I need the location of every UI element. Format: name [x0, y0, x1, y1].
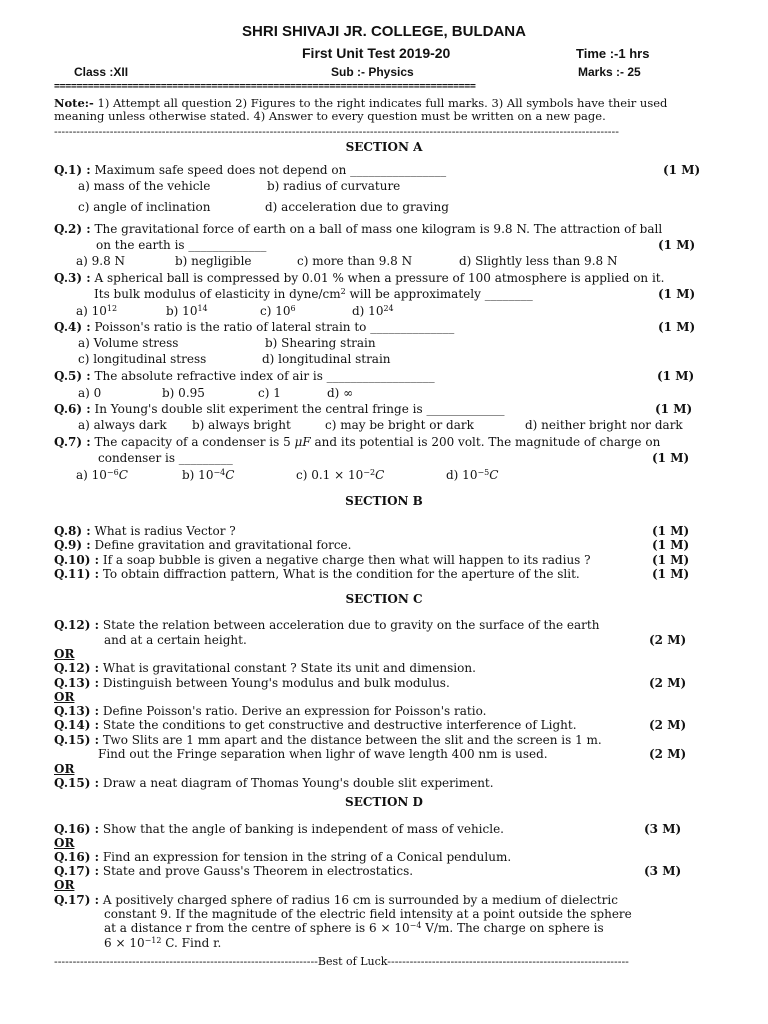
q7-option-d-base: d) 10 [446, 468, 478, 482]
q3-option-b [166, 304, 208, 318]
q17-alt-text-4-exp: −12 [144, 936, 162, 945]
q13-alt-label: Q.13) : [54, 704, 100, 718]
q7-option-c-unit: C [375, 468, 385, 482]
section-a-heading: SECTION A [345, 140, 423, 154]
q7-option-b-unit: C [225, 468, 235, 482]
q8-label: Q.8) : [54, 524, 91, 538]
q3-option-c-exp: 6 [290, 304, 296, 313]
q10-text: If a soap bubble is given a negative charge then what will happen to its radius ? [102, 553, 591, 567]
q2-marks: (1 M) [658, 238, 696, 252]
q4-option-c: c) longitudinal stress [78, 352, 207, 366]
q16-label: Q.16) : [54, 822, 100, 836]
marks-label: Marks :- 25 [578, 65, 641, 79]
q7-option-a-exp: −6 [106, 468, 119, 477]
q3-option-c [260, 304, 296, 318]
q7-marks: (1 M) [652, 451, 690, 465]
q17-alt-text-4-pre: 6 × 10 [104, 936, 145, 950]
q15-alt-text: Draw a neat diagram of Thomas Young's double slit experiment. [102, 776, 494, 790]
q2-text-2: on the earth is _____________ [96, 238, 267, 252]
q12-alt [54, 661, 476, 675]
q16-alt-label: Q.16) : [54, 850, 100, 864]
q9-text: Define gravitation and gravitational force. [94, 538, 352, 552]
q3-option-d-exp: 24 [383, 304, 394, 313]
q7-option-c [296, 468, 384, 482]
q7-text-1-unit: μF [294, 435, 311, 449]
q7-option-d-unit: C [489, 468, 499, 482]
q17-alt-text-3-pre: at a distance r from the centre of sphere is 6 × 10 [104, 921, 410, 935]
note-text-1: 1) Attempt all question 2) Figures to the right indicates full marks. 3) All symbols have their used [97, 96, 668, 110]
q13-label: Q.13) : [54, 676, 100, 690]
q11-marks: (1 M) [652, 567, 690, 581]
q1-marks: (1 M) [663, 163, 701, 177]
q7-text-1-pre: The capacity of a condenser is 5 [94, 435, 295, 449]
q3-option-b-base: b) 10 [166, 304, 198, 318]
footer-dashes-right: ----------------------------------------------------------------- [387, 956, 629, 968]
q17-alt-text-1: A positively charged sphere of radius 16 cm is surrounded by a medium of dielectric [102, 893, 618, 907]
q10 [54, 553, 591, 567]
q4-option-b: b) Shearing strain [265, 336, 376, 350]
q11-label: Q.11) : [54, 567, 100, 581]
q7-option-a-unit: C [118, 468, 128, 482]
or-divider: OR [54, 878, 75, 892]
q3-option-d-base: d) 10 [352, 304, 384, 318]
q17-label: Q.17) : [54, 864, 100, 878]
q12-text-1: State the relation between acceleration due to gravity on the surface of the earth [102, 618, 600, 632]
q1-text: Maximum safe speed does not depend on ________________ [94, 163, 447, 177]
q15 [54, 733, 602, 747]
q17-alt-text-2: constant 9. If the magnitude of the electric field intensity at a point outside the sphere [104, 907, 632, 921]
or-divider: OR [54, 762, 75, 776]
q15-text-1: Two Slits are 1 mm apart and the distance between the slit and the screen is 1 m. [102, 733, 602, 747]
q13-alt-text: Define Poisson's ratio. Derive an expression for Poisson's ratio. [102, 704, 487, 718]
q7-option-d [446, 468, 498, 482]
section-b-heading: SECTION B [345, 494, 423, 508]
q3-option-b-exp: 14 [197, 304, 208, 313]
q17-alt [54, 893, 618, 907]
q9-marks: (1 M) [652, 538, 690, 552]
q4-label: Q.4) : [54, 320, 91, 334]
q17-alt-text-3-post: V/m. The charge on sphere is [421, 921, 604, 935]
q5-option-d: d) ∞ [327, 386, 354, 400]
footer-dashes-left: ----------------------------------------------------------------------- [54, 956, 318, 968]
or-divider: OR [54, 647, 75, 661]
note-line-1 [54, 96, 667, 110]
q13-marks: (2 M) [649, 676, 687, 690]
q6-option-d: d) neither bright nor dark [525, 418, 683, 432]
q3-label: Q.3) : [54, 271, 91, 285]
q4-option-a: a) Volume stress [78, 336, 179, 350]
q5-marks: (1 M) [657, 369, 695, 383]
q1-option-d: d) acceleration due to graving [265, 200, 449, 214]
section-d-heading: SECTION D [345, 795, 423, 809]
q17-text: State and prove Gauss's Theorem in electrostatics. [102, 864, 414, 878]
q3-option-c-base: c) 10 [260, 304, 291, 318]
q12-text-2: and at a certain height. [104, 633, 247, 647]
q4 [54, 320, 454, 334]
q14-label: Q.14) : [54, 718, 100, 732]
q2-option-b: b) negligible [175, 254, 252, 268]
q4-text: Poisson's ratio is the ratio of lateral strain to ______________ [94, 320, 455, 334]
college-name: SHRI SHIVAJI JR. COLLEGE, BULDANA [242, 23, 526, 40]
q13 [54, 676, 450, 690]
q3-text-2-sup: 2 [340, 287, 346, 296]
q16 [54, 822, 504, 836]
q17-alt-text-3 [104, 921, 604, 935]
q3-text-2-pre: Its bulk modulus of elasticity in dyne/cm [94, 287, 341, 301]
q11 [54, 567, 580, 581]
q6-label: Q.6) : [54, 402, 91, 416]
q15-alt [54, 776, 494, 790]
q6 [54, 402, 504, 416]
footer [54, 956, 700, 968]
q7-option-c-exp: −2 [363, 468, 376, 477]
q10-marks: (1 M) [652, 553, 690, 567]
q17-alt-text-3-exp: −4 [409, 921, 422, 930]
q6-option-c: c) may be bright or dark [325, 418, 474, 432]
q5-option-a: a) 0 [78, 386, 102, 400]
or-divider: OR [54, 690, 75, 704]
q5-text: The absolute refractive index of air is __________________ [94, 369, 435, 383]
q8-marks: (1 M) [652, 524, 690, 538]
q16-alt [54, 850, 511, 864]
q6-text: In Young's double slit experiment the central fringe is _____________ [94, 402, 505, 416]
q7-option-d-exp: −5 [477, 468, 490, 477]
section-c-heading: SECTION C [345, 592, 423, 606]
footer-text: Best of Luck [317, 956, 388, 968]
q12-alt-text: What is gravitational constant ? State its unit and dimension. [102, 661, 476, 675]
q7-option-b-exp: −4 [213, 468, 226, 477]
q1-option-b: b) radius of curvature [267, 179, 401, 193]
q8-text: What is radius Vector ? [94, 524, 236, 538]
q17-alt-label: Q.17) : [54, 893, 100, 907]
q3-text-1: A spherical ball is compressed by 0.01 % when a pressure of 100 atmosphere is applied on it. [94, 271, 665, 285]
q12 [54, 618, 599, 632]
q7-option-a-base: a) 10 [76, 468, 107, 482]
q3-text-2 [94, 287, 533, 301]
q7-option-c-base: c) 0.1 × 10 [296, 468, 364, 482]
q1-option-c: c) angle of inclination [78, 200, 211, 214]
q5-option-b: b) 0.95 [162, 386, 205, 400]
q9 [54, 538, 351, 552]
q1 [54, 163, 446, 177]
q5-label: Q.5) : [54, 369, 91, 383]
q3-option-a-base: a) 10 [76, 304, 107, 318]
q4-marks: (1 M) [658, 320, 696, 334]
q2 [54, 222, 662, 236]
q8 [54, 524, 236, 538]
class-label: Class :XII [74, 65, 129, 79]
subject-label: Sub :- Physics [331, 65, 414, 79]
q6-marks: (1 M) [655, 402, 693, 416]
note-line-2: meaning unless otherwise stated. 4) Answer to every question must be written on a new page. [54, 109, 606, 123]
q10-label: Q.10) : [54, 553, 100, 567]
or-divider: OR [54, 836, 75, 850]
test-title: First Unit Test 2019-20 [302, 45, 451, 61]
dash-rule: -------------------------------------------------------------------------------------------------------------------------------------------------------- [54, 126, 619, 138]
q15-alt-label: Q.15) : [54, 776, 100, 790]
q15-marks: (2 M) [649, 747, 687, 761]
q12-label: Q.12) : [54, 618, 100, 632]
q7-option-b [182, 468, 234, 482]
q5 [54, 369, 435, 383]
q2-option-c: c) more than 9.8 N [297, 254, 413, 268]
double-rule: =========================================================================== [54, 81, 476, 92]
q14-text: State the conditions to get constructive and destructive interference of Light. [102, 718, 577, 732]
q15-label: Q.15) : [54, 733, 100, 747]
q2-label: Q.2) : [54, 222, 91, 236]
q4-option-d: d) longitudinal strain [262, 352, 391, 366]
note-label: Note:- [54, 96, 94, 110]
q14 [54, 718, 577, 732]
q1-label: Q.1) : [54, 163, 91, 177]
q7-text-2: condenser is _________ [98, 451, 233, 465]
q16-alt-text: Find an expression for tension in the string of a Conical pendulum. [102, 850, 512, 864]
q13-alt [54, 704, 486, 718]
time-label: Time :-1 hrs [576, 46, 650, 61]
q5-option-c: c) 1 [258, 386, 281, 400]
q13-text: Distinguish between Young's modulus and bulk modulus. [102, 676, 450, 690]
q3 [54, 271, 664, 285]
q17 [54, 864, 413, 878]
q12-alt-label: Q.12) : [54, 661, 100, 675]
q3-option-d [352, 304, 394, 318]
q6-option-a: a) always dark [78, 418, 167, 432]
q3-text-2-post: will be approximately ________ [345, 287, 533, 301]
q6-option-b: b) always bright [192, 418, 291, 432]
q15-text-2: Find out the Fringe separation when lighr of wave length 400 nm is used. [98, 747, 548, 761]
q3-option-a [76, 304, 117, 318]
q17-marks: (3 M) [644, 864, 682, 878]
q11-text: To obtain diffraction pattern, What is the condition for the aperture of the slit. [102, 567, 580, 581]
q17-alt-text-4-post: C. Find r. [161, 936, 222, 950]
q14-marks: (2 M) [649, 718, 687, 732]
q7-option-a [76, 468, 128, 482]
q7-option-b-base: b) 10 [182, 468, 214, 482]
q3-option-a-exp: 12 [106, 304, 118, 313]
q16-text: Show that the angle of banking is independent of mass of vehicle. [102, 822, 504, 836]
q7-label: Q.7) : [54, 435, 91, 449]
q16-marks: (3 M) [644, 822, 682, 836]
q17-alt-text-4 [104, 936, 221, 950]
q2-text-1: The gravitational force of earth on a ball of mass one kilogram is 9.8 N. The attraction of ball [94, 222, 663, 236]
q2-option-d: d) Slightly less than 9.8 N [459, 254, 618, 268]
q1-option-a: a) mass of the vehicle [78, 179, 211, 193]
q2-option-a: a) 9.8 N [76, 254, 126, 268]
q7 [54, 435, 660, 449]
q12-marks: (2 M) [649, 633, 687, 647]
q9-label: Q.9) : [54, 538, 91, 552]
q7-text-1-post: and its potential is 200 volt. The magnitude of charge on [310, 435, 661, 449]
q3-marks: (1 M) [658, 287, 696, 301]
